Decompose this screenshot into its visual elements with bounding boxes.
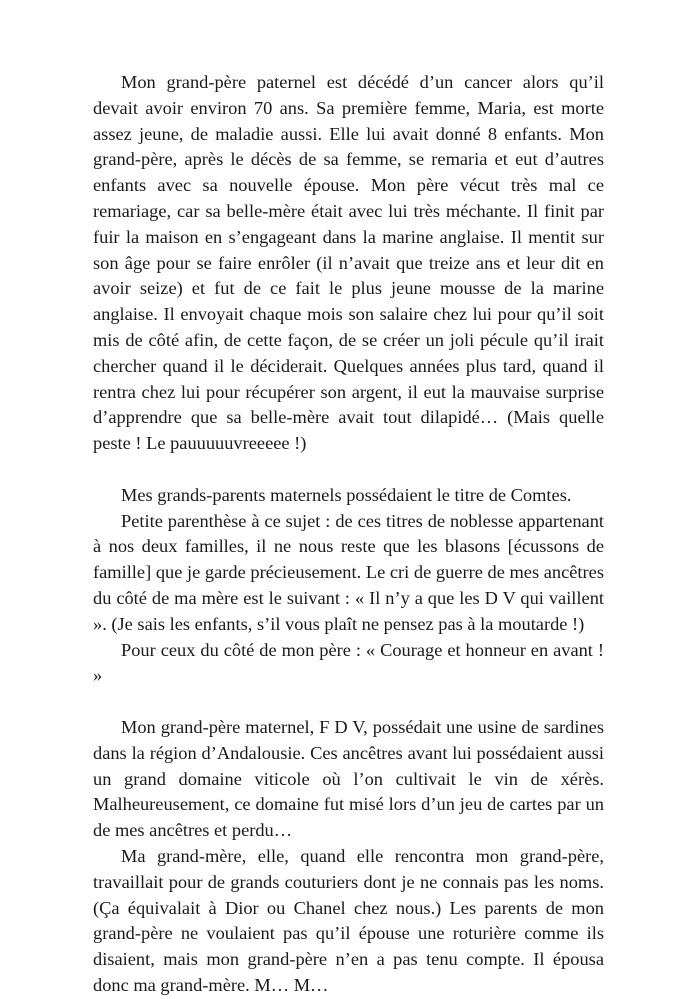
document-page [93, 70, 604, 999]
paragraph-maternal-grandparents-title: Mes grands-parents maternels possédaient le titre de Comtes. [121, 484, 572, 505]
paragraph-grandmother: Ma grand-mère, elle, quand elle rencontra mon grand-père, travaillait pour de grands couturiers dont je ne connais pas les noms. (Ça équivalait à Dior ou Chanel chez nous.) Les parents de mon grand-père ne voulaient pas qu’il épouse une roturière comme ils disaient, mais mon grand-père n’en a pas tenu compte. Il épousa donc ma grand-mère. M… M… [93, 845, 604, 995]
paragraph-paternal-grandfather: Mon grand-père paternel est décédé d’un cancer alors qu’il devait avoir environ 70 ans. Sa première femme, Maria, est morte assez jeune, de maladie aussi. Elle lui avait donné 8 enfants. Mon grand-père, après le décès de sa femme, se remaria et eut d’autres enfants avec sa nouvelle épouse. Mon père vécut très mal ce remariage, car sa belle-mère était avec lui très méchante. Il finit par fuir la maison en s’engageant dans la marine anglaise. Il mentit sur son âge pour se faire enrôler (il n’avait que treize ans et leur dit en avoir seize) et fut de ce fait le plus jeune mousse de la marine anglaise. Il envoyait chaque mois son salaire chez lui pour qu’il soit mis de côté afin, de cette façon, de se créer un joli pécule qu’il irait chercher quand il le déciderait. Quelques années plus tard, quand il rentra chez lui pour récupérer son argent, il eut la mauvaise surprise d’apprendre que sa belle-mère avait tout dilapidé… (Mais quelle peste ! Le pauuuuuvreeeee !) [93, 72, 604, 454]
paragraph-father-side-motto: Pour ceux du côté de mon père : « Courage et honneur en avant ! » [93, 639, 604, 686]
paragraph-maternal-grandfather: Mon grand-père maternel, F D V, possédait une usine de sardines dans la région d’Andalousie. Ces ancêtres avant lui possédaient aussi un grand domaine viticole où l’on cultivait le vin de xérès. Malheureusement, ce domaine fut misé lors d’un jeu de cartes par un de mes ancêtres et perdu… [93, 716, 604, 841]
paragraph-nobility-parenthesis: Petite parenthèse à ce sujet : de ces titres de noblesse appartenant à nos deux familles, il ne nous reste que les blasons [écussons de famille] que je garde précieusement. Le cri de guerre de mes ancêtres du côté de ma mère est le suivant : « Il n’y a que les D V qui vaillent ». (Je sais les enfants, s’il vous plaît ne pensez pas à la moutarde !) [93, 510, 604, 634]
